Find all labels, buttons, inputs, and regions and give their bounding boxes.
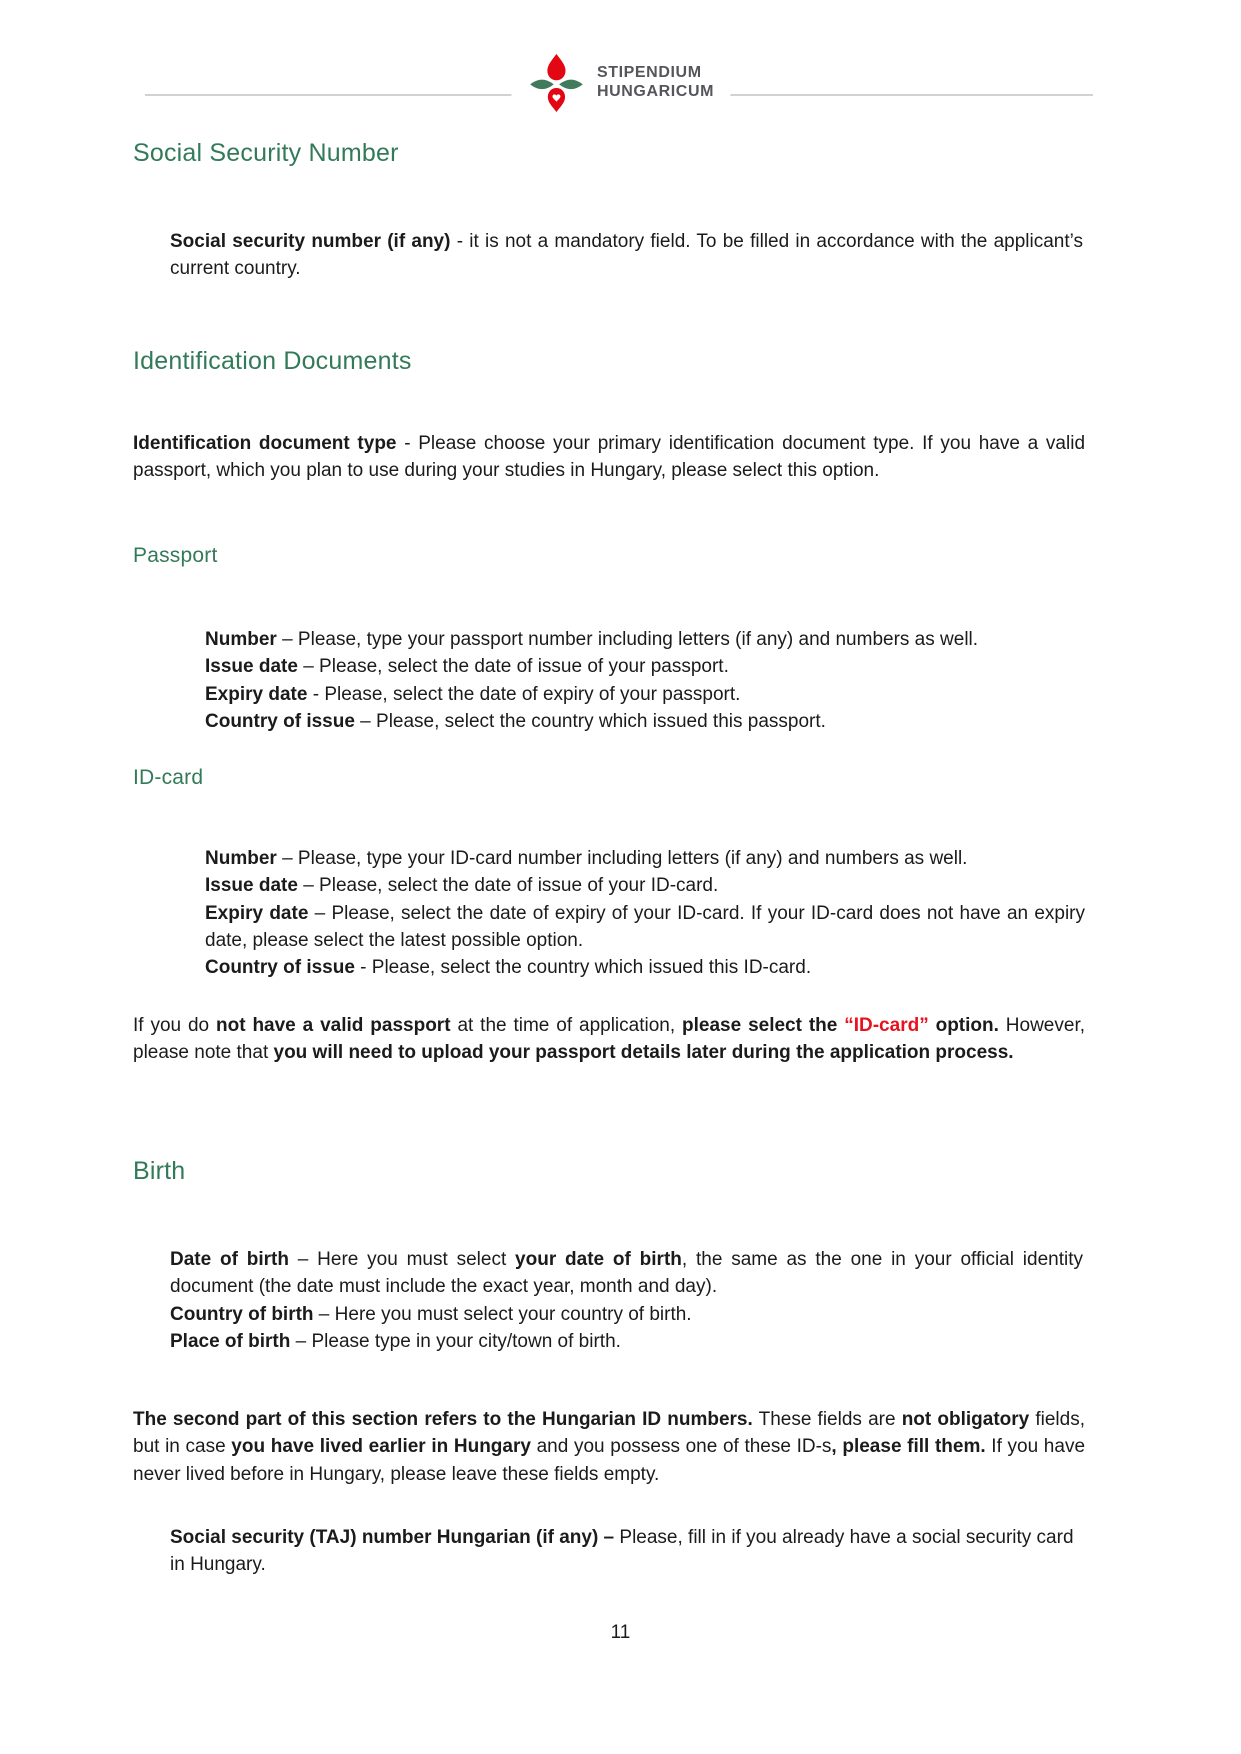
page-number: 11 bbox=[610, 1622, 631, 1643]
passport-item-number: Number – Please, type your passport number including letters (if any) and numbers as well. bbox=[205, 629, 979, 650]
birth-item-place-of-birth: Place of birth – Please type in your city/town of birth. bbox=[170, 1330, 621, 1352]
identification-intro-paragraph: Identification document type - Please choose your primary identification document type. If you have a valid passport, which you plan to use during your studies in Hungary, please select this option. bbox=[133, 433, 1086, 482]
passport-id-card-note-paragraph: If you do not have a valid passport at the time of application, please select the “ID-card” option. However, please note that you will need to upload your passport details later during the application process. bbox=[133, 1015, 1085, 1064]
passport-field-list bbox=[205, 626, 1085, 735]
stipendium-hungaricum-logo bbox=[511, 52, 730, 114]
id-card-item-issue-date: Issue date – Please, select the date of issue of your ID-card. bbox=[205, 875, 719, 897]
id-card-item-country-of-issue: Country of issue - Please, select the country which issued this ID-card. bbox=[205, 957, 812, 979]
subsection-heading-id-card: ID-card bbox=[133, 766, 204, 789]
id-card-field-list bbox=[205, 845, 1085, 981]
id-card-item-number: Number – Please, type your ID-card number including letters (if any) and numbers as well. bbox=[205, 848, 968, 869]
section-heading-social-security-number: Social Security Number bbox=[133, 139, 399, 167]
birth-item-country-of-birth: Country of birth – Here you must select your country of birth. bbox=[170, 1303, 692, 1325]
social-security-paragraph: Social security number (if any) - it is not a mandatory field. To be filled in accordance with the applicant’s current country. bbox=[170, 231, 1083, 280]
section-heading-identification-documents: Identification Documents bbox=[133, 347, 412, 375]
logo-wordmark-line1: STIPENDIUM bbox=[596, 64, 702, 82]
birth-field-list bbox=[170, 1246, 1083, 1355]
id-card-item-expiry-date: Expiry date – Please, select the date of expiry of your ID-card. If your ID-card does not have an expiry date, please select the latest possible option. bbox=[205, 902, 1086, 951]
passport-item-expiry-date: Expiry date - Please, select the date of expiry of your passport. bbox=[205, 683, 741, 705]
section-heading-birth: Birth bbox=[133, 1157, 186, 1185]
logo-wordmark-line2: HUNGARICUM bbox=[596, 83, 715, 100]
subsection-heading-passport: Passport bbox=[133, 544, 218, 567]
hungarian-id-numbers-paragraph: The second part of this section refers to the Hungarian ID numbers. These fields are not obligatory fields, but in case you have lived earlier in Hungary and you possess one of these ID-s, please fill them. If you have never lived before in Hungary, please leave these fields empty. bbox=[133, 1409, 1086, 1485]
passport-item-country-of-issue: Country of issue – Please, select the country which issued this passport. bbox=[205, 710, 826, 732]
logo-flower-icon bbox=[527, 52, 585, 114]
birth-item-date-of-birth: Date of birth – Here you must select your date of birth, the same as the one in your official identity document (the date must include the exact year, month and day). bbox=[170, 1249, 1083, 1298]
passport-item-issue-date: Issue date – Please, select the date of issue of your passport. bbox=[205, 656, 729, 678]
logo-wordmark bbox=[597, 64, 714, 102]
taj-number-paragraph: Social security (TAJ) number Hungarian (if any) – Please, fill in if you already have a social security card in Hungary. bbox=[170, 1527, 1074, 1576]
